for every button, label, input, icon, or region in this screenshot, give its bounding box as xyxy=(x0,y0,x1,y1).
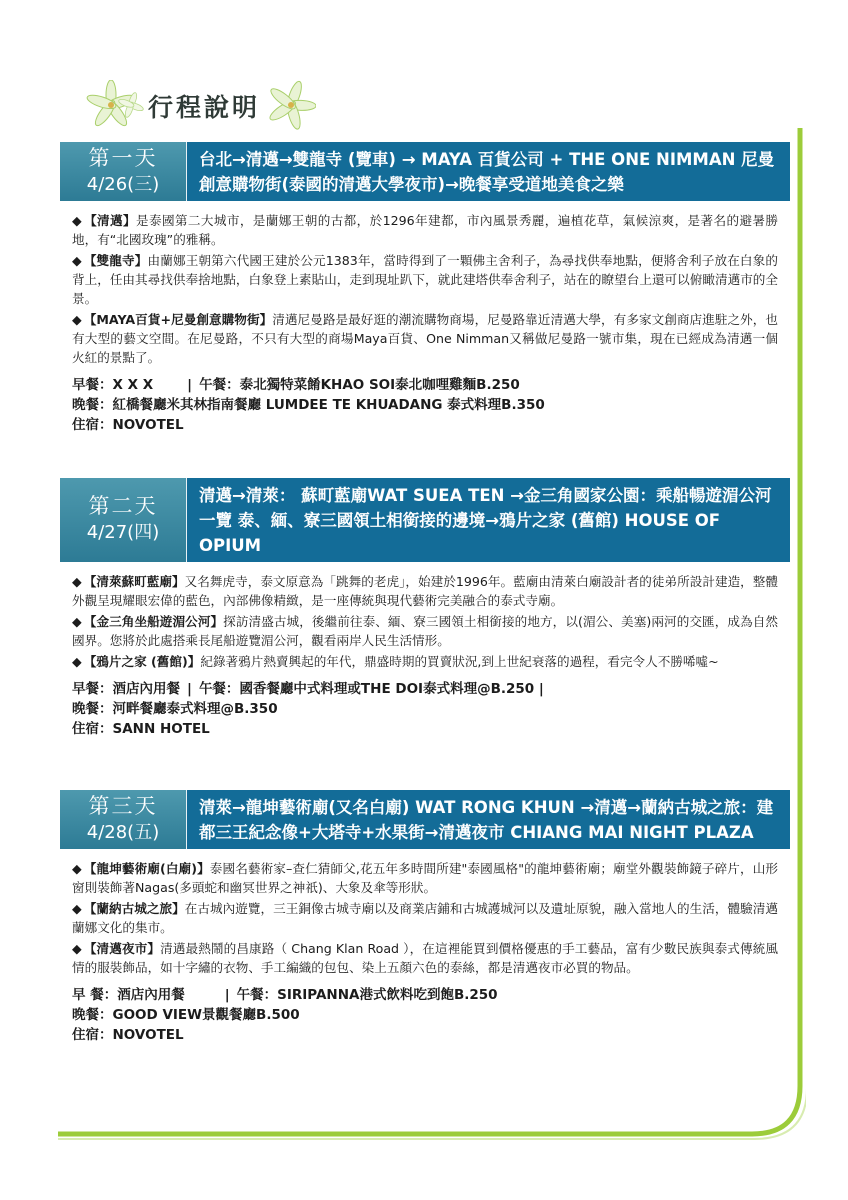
day-date: 4/27(四) xyxy=(86,522,160,543)
day-label-box xyxy=(60,790,186,849)
meal-label: 午餐： xyxy=(198,681,240,697)
meal-label: 午餐： xyxy=(199,377,240,393)
meal-value: SANN HOTEL xyxy=(112,721,210,737)
meal-row-breakfast-lunch: 早餐：酒店內用餐 | 午餐：國香餐廳中式料理或THE DOI泰式料理@B.250 | xyxy=(72,681,544,697)
day-name: 第二天 xyxy=(88,494,158,518)
page-title: 行程說明 xyxy=(148,93,261,122)
diamond-bullet-icon: ◆ xyxy=(72,941,82,956)
day-route: 清邁→清萊： 蘇町藍廟WAT SUEA TEN →金三角國家公園：乘船暢遊湄公河一覽 泰、緬、寮三國領土相銜接的邊境→鴉片之家 (舊館) HOUSE OF OPIUM xyxy=(186,478,790,562)
meal-label: 早餐： xyxy=(72,681,113,697)
diamond-bullet-icon: ◆ xyxy=(72,253,82,268)
meal-label: 早 餐： xyxy=(72,987,118,1003)
meals-block xyxy=(72,985,778,1045)
meal-value: NOVOTEL xyxy=(112,417,184,433)
meal-label: 住宿： xyxy=(72,721,113,737)
meal-label: 住宿： xyxy=(72,1027,113,1043)
attraction-desc: 清邁最熱鬧的昌康路（ Chang Klan Road ），在這裡能買到價格優惠的手工藝品，富有少數民族與泰式傳統風情的服裝飾品，如十字繡的衣物、手工編織的包包、染上五顏六色的泰絲，都是清邁夜市必買的物品。 xyxy=(72,941,779,975)
meal-label: 午餐： xyxy=(236,987,278,1003)
attraction-item xyxy=(72,612,778,650)
diamond-bullet-icon: ◆ xyxy=(72,574,82,589)
meal-row-dinner xyxy=(72,699,778,719)
attraction-desc: 探訪清盛古城，後繼前往泰、緬、寮三國領土相銜接的地方，以(湄公、美塞)兩河的交匯，成為自然國界。您將於此處搭乘長尾船遊覽湄公河，觀看兩岸人民生活情形。 xyxy=(72,614,779,648)
diamond-bullet-icon: ◆ xyxy=(72,614,82,629)
day-body xyxy=(60,849,790,1045)
attraction-desc: 紀錄著鴉片熱賣興起的年代，鼎盛時期的買賣狀況,到上世紀衰落的過程，看完令人不勝唏噓~ xyxy=(200,654,719,669)
attraction-desc: 在古城內遊覽，三王銅像古城寺廟以及商業店鋪和古城護城河以及遺址原貌，融入當地人的生活，體驗清邁蘭娜文化的集市。 xyxy=(72,901,779,935)
meal-label: 晚餐： xyxy=(72,1007,113,1023)
attraction-item xyxy=(72,211,778,249)
attraction-name: 【雙龍寺】 xyxy=(83,253,148,268)
day-label-box xyxy=(60,478,186,562)
day-body xyxy=(60,562,790,739)
meal-value: 國香餐廳中式料理或THE DOI泰式料理@B.250 | xyxy=(239,681,544,697)
meal-label: 晚餐： xyxy=(72,397,113,413)
meal-label: 晚餐： xyxy=(72,701,113,717)
meal-row-breakfast-lunch: 早 餐：酒店內用餐 | 午餐：SIRIPANNA港式飲料吃到飽B.250 xyxy=(72,987,498,1003)
meal-value: 泰北獨特菜餚KHAO SOI泰北咖哩雞麵B.250 xyxy=(239,377,520,393)
attraction-name: 【蘭納古城之旅】 xyxy=(83,901,185,916)
diamond-bullet-icon: ◆ xyxy=(72,901,82,916)
meal-value: 河畔餐廳泰式料理@B.350 xyxy=(112,701,278,717)
meals-block xyxy=(72,375,778,435)
attraction-name: 【清萊蘇町藍廟】 xyxy=(83,574,185,589)
attraction-item xyxy=(72,251,778,308)
attraction-desc: 是泰國第二大城市，是蘭娜王朝的古都，於1296年建都，市內風景秀麗，遍植花草，氣候涼爽，是著名的避暑勝地，有“北國玫瑰”的雅稱。 xyxy=(72,213,779,247)
attraction-desc: 清邁尼曼路是最好逛的潮流購物商場，尼曼路靠近清邁大學，有多家文創商店進駐之外，也有大型的藝文空間。在尼曼路，不只有大型的商場Maya百貨、One Nimman又稱做尼曼路一號市集，現在已經成為清邁一個火紅的景點了。 xyxy=(72,312,779,365)
attraction-name: 【MAYA百貨+尼曼創意購物街】 xyxy=(83,312,273,327)
meal-label: 早餐： xyxy=(72,377,113,393)
meal-row-hotel xyxy=(72,415,778,435)
attraction-desc: 由蘭娜王朝第六代國王建於公元1383年，當時得到了一顆佛主舍利子，為尋找供奉地點，便將舍利子放在白象的背上，任由其尋找供奉捨地點，白象登上素貼山，走到現址趴下，就此建塔供奉舍利子，站在的瞭望台上還可以俯瞰清邁市的全景。 xyxy=(72,253,778,306)
attraction-item xyxy=(72,310,778,367)
day-route: 清萊→龍坤藝術廟(又名白廟) WAT RONG KHUN →清邁→蘭納古城之旅：建都三王紀念像+大塔寺+水果街→清邁夜市 CHIANG MAI NIGHT PLAZA xyxy=(186,790,790,849)
attraction-name: 【鴉片之家 (舊館)】 xyxy=(83,654,201,669)
day-section xyxy=(60,478,790,739)
meal-row-dinner xyxy=(72,395,778,415)
day-label-box xyxy=(60,142,186,201)
attraction-item xyxy=(72,652,778,671)
day-header xyxy=(60,790,790,849)
day-date: 4/28(五) xyxy=(86,821,160,843)
day-name: 第三天 xyxy=(88,793,158,818)
meals-block xyxy=(72,679,778,739)
day-header xyxy=(60,478,790,562)
meal-value: NOVOTEL xyxy=(112,1027,184,1043)
diamond-bullet-icon: ◆ xyxy=(72,861,82,876)
small-flower-icon xyxy=(118,92,144,118)
day-route: 台北→清邁→雙龍寺 (覽車) → MAYA 百貨公司 + THE ONE NIMMAN 尼曼創意購物街(泰國的清邁大學夜市)→晚餐享受道地美食之樂 xyxy=(186,142,790,201)
meal-value: GOOD VIEW景觀餐廳B.500 xyxy=(112,1007,300,1023)
attraction-item xyxy=(72,859,778,897)
day-section xyxy=(60,142,790,435)
flower-icon xyxy=(266,80,316,130)
attraction-desc: 又名舞虎寺，泰文原意為「跳舞的老虎」，始建於1996年。藍廟由清萊白廟設計者的徒弟所設計建造，整體外觀呈現耀眼宏偉的藍色，內部佛像精緻，是一座傳統與現代藝術完美融合的泰式寺廟。 xyxy=(72,574,779,608)
meal-label: 住宿： xyxy=(72,417,113,433)
diamond-bullet-icon: ◆ xyxy=(72,312,82,327)
meal-row-breakfast-lunch: 早餐：X X X | 午餐：泰北獨特菜餚KHAO SOI泰北咖哩雞麵B.250 xyxy=(72,377,520,393)
attraction-item xyxy=(72,939,778,977)
attraction-name: 【清邁】 xyxy=(84,213,136,228)
day-date: 4/26(三) xyxy=(86,173,160,195)
meal-value: 紅橋餐廳米其林指南餐廳 LUMDEE TE KHUADANG 泰式料理B.350 xyxy=(112,397,545,413)
day-header xyxy=(60,142,790,201)
attraction-item xyxy=(72,572,778,610)
attraction-name: 【金三角坐船遊湄公河】 xyxy=(83,614,224,629)
diamond-bullet-icon: ◆ xyxy=(72,654,82,669)
diamond-bullet-icon: ◆ xyxy=(72,213,83,228)
attraction-name: 【清邁夜市】 xyxy=(83,941,161,956)
meal-row-hotel xyxy=(72,719,778,739)
meal-value: 酒店內用餐 xyxy=(112,681,180,697)
day-name: 第一天 xyxy=(88,145,158,170)
attraction-desc: 泰國名藝術家–查仁猜師父,花五年多時間所建"泰國風格"的龍坤藝術廟；廟堂外觀裝飾鏡子碎片，山形窗則裝飾著Nagas(多頭蛇和幽冥世界之神祇)、大象及傘等形狀。 xyxy=(72,861,778,895)
meal-row-hotel xyxy=(72,1025,778,1045)
day-section xyxy=(60,790,790,1045)
meal-value: 酒店內用餐 xyxy=(117,987,185,1003)
meal-row-dinner xyxy=(72,1005,778,1025)
meal-value: SIRIPANNA港式飲料吃到飽B.250 xyxy=(277,987,498,1003)
attraction-name: 【龍坤藝術廟(白廟)】 xyxy=(83,861,210,876)
attraction-item xyxy=(72,899,778,937)
meal-value: X X X xyxy=(112,377,154,393)
day-body xyxy=(60,201,790,435)
